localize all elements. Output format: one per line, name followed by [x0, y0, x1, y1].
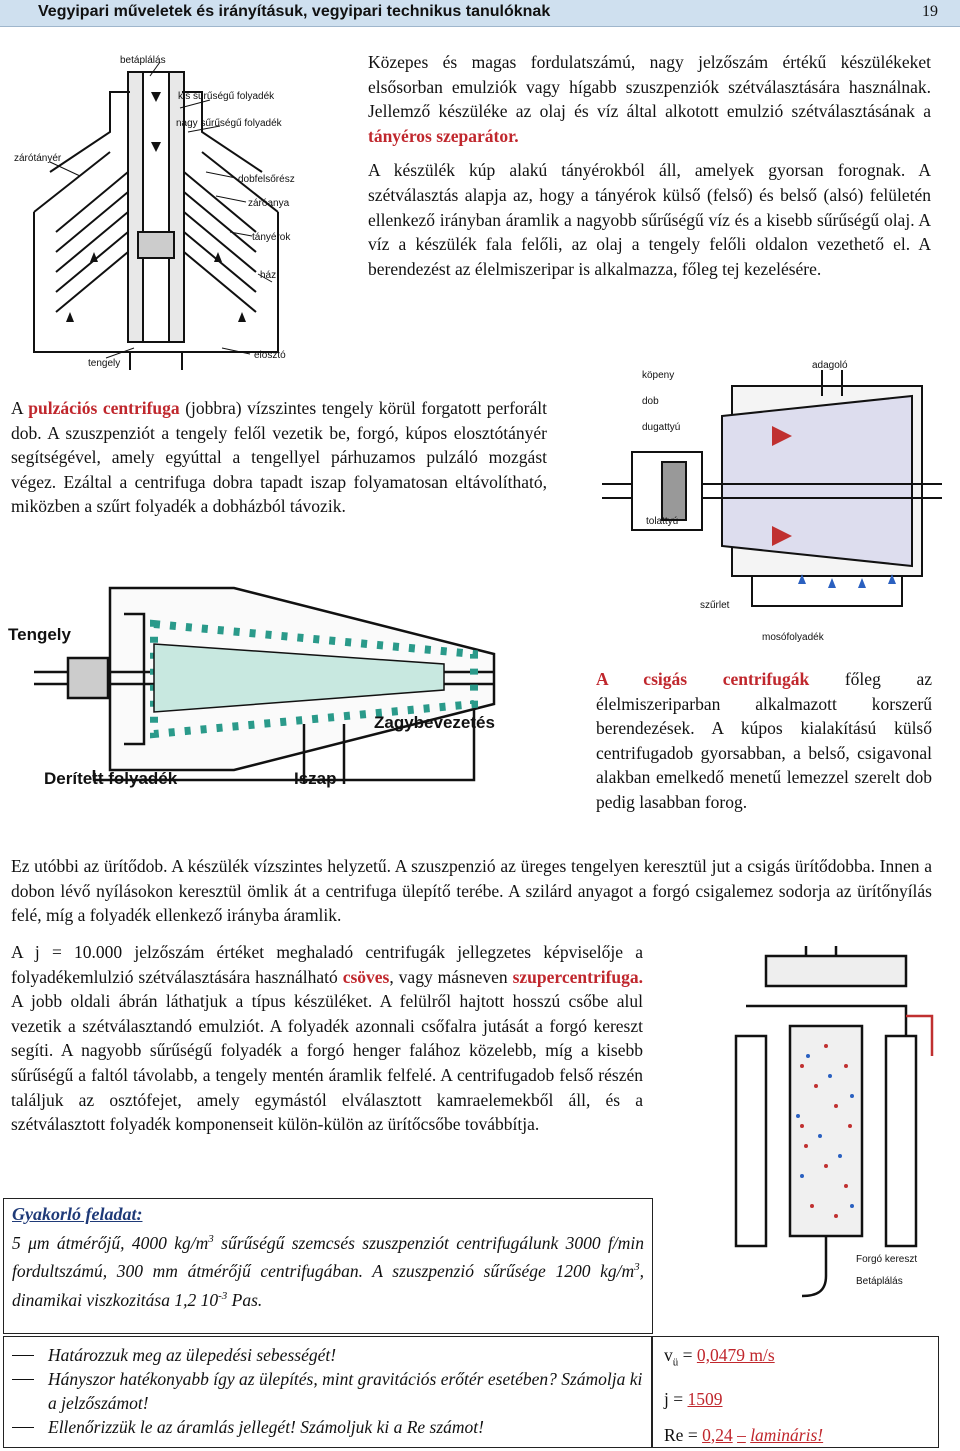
label-tolattyu: tolattyú — [646, 516, 679, 527]
label-haz: ház — [260, 270, 277, 281]
paragraph-screw — [596, 667, 932, 815]
task-line1c: , dinamikai viszkozitása 1,2 10 — [12, 1261, 644, 1310]
paragraph-1 — [368, 50, 931, 148]
label-kis-suru: kis sűrűségű folyadék — [178, 91, 275, 102]
paragraph-pulse — [11, 396, 547, 519]
v-label: v — [664, 1345, 673, 1365]
header-title: Vegyipari műveletek és irányításuk, vegyipari technikus tanulóknak — [38, 3, 551, 20]
label-deritett-folyadek: Derített folyadék — [44, 769, 178, 788]
steps-list — [12, 1343, 644, 1439]
label-tanyerok: tányérok — [252, 232, 291, 243]
highlight-csigas: A csigás centrifugák — [596, 669, 810, 689]
tubular-b: , vagy másneven — [389, 966, 508, 987]
label-tengely: tengely — [88, 358, 121, 369]
highlight-csoves: csöves — [342, 966, 390, 987]
label-betaplalas: betáplálás — [120, 55, 166, 66]
label-zarotanyer: zárótányér — [14, 153, 62, 164]
re-label: Re = — [664, 1424, 698, 1445]
task-box — [3, 1198, 653, 1334]
pulse-start: A — [11, 398, 23, 418]
plate-separator-figure — [10, 52, 350, 370]
j-value: 1509 — [687, 1388, 723, 1409]
label-zaroanya: záróanya — [248, 198, 290, 209]
label-betaplalas-fig4: Betáplálás — [856, 1276, 903, 1287]
label-adagolo: adagoló — [812, 360, 848, 371]
label-tengely-fig3: Tengely — [8, 625, 71, 644]
task-sup2: 3 — [634, 1261, 640, 1274]
paragraph-1-text: Közepes és magas fordulatszámú, nagy jelzőszám értékű készülékeket elsősorban emulziók vagy hígabb szuszpenziók szétválasztására használnak. Jellemző készüléke az olaj és víz által alkotott emulzió szétválasztásának a — [368, 52, 931, 122]
label-dobfelsoresz: dobfelsőrész — [238, 174, 295, 185]
re-type: lamináris! — [750, 1424, 824, 1445]
pulse-rest: (jobbra) vízszintes tengely körül forgatott perforált dob. A szuszpenziót a tengely felől vezetik be, forgó, kúpos elosztótányér segítségével, amely egyúttal a tengellyel párhuzamos pulzáló mozgást végez. Ezáltal a centrifuga dobra tapadt iszap folyamatosan eltávolítható, miközben a szűrt folyadék a dobházból távozik. — [11, 398, 547, 517]
pulse-centrifuge-figure — [572, 356, 952, 648]
j-label: j = — [664, 1388, 684, 1409]
screw-centrifuge-figure — [4, 584, 574, 790]
paragraph-2: A készülék kúp alakú tányérokból áll, amelyek gyorsan forognak. A szétválasztás alapja az, hogy a tányérok külső (felső) és belső (alsó) felületén ellenkező irányban áramlik a nagyobb sűrűségű víz és a kisebb sűrűségű olaj. A víz a készülék fala felőli, az olaj a tengely felőli oldalon vezethető el. A berendezést az élelmiszeripar is alkalmazza, főleg tej kezelésére. — [368, 160, 931, 279]
task-title: Gyakorló feladat: — [12, 1204, 143, 1224]
v-value: 0,0479 m/s — [696, 1345, 775, 1365]
highlight-szupercentrifuga: szupercentrifuga. — [512, 966, 644, 987]
section-tubular-centrifuge — [11, 940, 643, 1137]
task-sup3: -3 — [218, 1289, 228, 1302]
page-number: 19 — [922, 3, 938, 20]
paragraph-tubular — [11, 940, 643, 1137]
result-velocity — [664, 1343, 926, 1375]
tubular-a: A j = 10.000 jelzőszám értéket meghaladó centrifugák jellegzetes képviselője a folyadékemlulzió szétválasztására használható — [11, 942, 643, 987]
task-text — [12, 1227, 644, 1312]
v-eq: = — [682, 1345, 693, 1365]
step-item: Ellenőrizzük le az áramlás jellegét! Számoljuk ki a Re számot! — [12, 1415, 644, 1439]
label-szurlet: szűrlet — [700, 600, 730, 611]
label-dugattyu: dugattyú — [642, 422, 681, 433]
task-line1d: Pas. — [231, 1289, 263, 1310]
label-eloszto: elosztó — [254, 350, 286, 361]
label-forgo-kereszt: Forgó kereszt — [856, 1254, 918, 1265]
result-j — [664, 1387, 926, 1411]
label-kopeny: köpeny — [642, 370, 675, 381]
step-item: Hányszor hatékonyabb így az ülepítés, mint gravitációs erőtér esetében? Számolja ki a jelzőszámot! — [12, 1367, 644, 1415]
section-plate-separator — [368, 50, 931, 281]
highlight-tanyeros-szeparator: tányéros szeparátor. — [368, 125, 519, 146]
steps-box — [3, 1336, 653, 1448]
label-zagybevezetes: Zagybevezetés — [374, 713, 495, 732]
results-box — [651, 1336, 939, 1448]
screw-rest: főleg az élelmiszeriparban alkalmazott korszerű berendezések. A kúpos kialakítású külső centrifugadob gyorsabban, a belső, csigavonal alakban emelkedő menetű lemezzel szerelt dob pedig lasabban forog. — [596, 669, 932, 812]
step-item: Határozzuk meg az ülepedési sebességét! — [12, 1343, 644, 1367]
page-header — [0, 0, 960, 27]
section-screw-centrifuge — [596, 667, 932, 815]
task-line1b: sűrűségű szemcsés szuszpenziót centrifugálunk 3000 f/min fordultszámú, 300 mm átmérőjű centrifugában. A szuszpenzió sűrűsége 1200 kg/m — [12, 1232, 644, 1282]
task-sup1: 3 — [208, 1233, 214, 1245]
highlight-pulzacios: pulzációs centrifuga — [28, 398, 180, 418]
re-dash: – — [737, 1424, 746, 1445]
result-re — [664, 1423, 926, 1447]
label-iszap: Iszap — [294, 769, 337, 788]
label-mosofolyadek: mosófolyadék — [762, 632, 824, 643]
section-pulse-centrifuge — [11, 396, 547, 519]
task-line1: 5 μm átmérőjű, 4000 kg/m — [12, 1232, 209, 1253]
paragraph-screw-full: Ez utóbbi az ürítődob. A készülék vízszintes helyzetű. A szuszpenzió az üreges tengelyen keresztül jut a csigás ürítődobba. Innen a dobon lévő nyílásokon keresztül ömlik át a centrifuga ülepítő terébe. A szilárd anyagot a forgó csigalemez sodorja az ürítőnyílás felé, míg a folyadék ellenkező irányba áramlik. — [11, 856, 932, 926]
v-sub: ü — [672, 1356, 679, 1369]
label-nagy-suru: nagy sűrűségű folyadék — [176, 118, 282, 129]
label-dob: dob — [642, 396, 659, 407]
section-screw-continued — [11, 854, 932, 928]
re-value: 0,24 — [702, 1424, 733, 1445]
tubular-c: A jobb oldali ábrán láthatjuk a típus készüléket. A felülről hajtott hosszú csőbe alul vezetik a szétválasztandó emulziót. A folyadék azonnali csőfalra jutását a forgó kereszt segíti. A nagyobb sűrűségű folyadék a forgó henger falához közelebb, míg a kisebb sűrűségű a faltól távolabb, a tengely mentén áramlik felfelé. A centrifugadob felső részén találjuk az osztófejet, amely egymástól elválasztott kamraelemekből áll, és a szétválasztott folyadék komponenseit külön-külön az ürítőcsőbe továbbítja. — [11, 991, 643, 1135]
tubular-centrifuge-figure — [706, 946, 946, 1302]
